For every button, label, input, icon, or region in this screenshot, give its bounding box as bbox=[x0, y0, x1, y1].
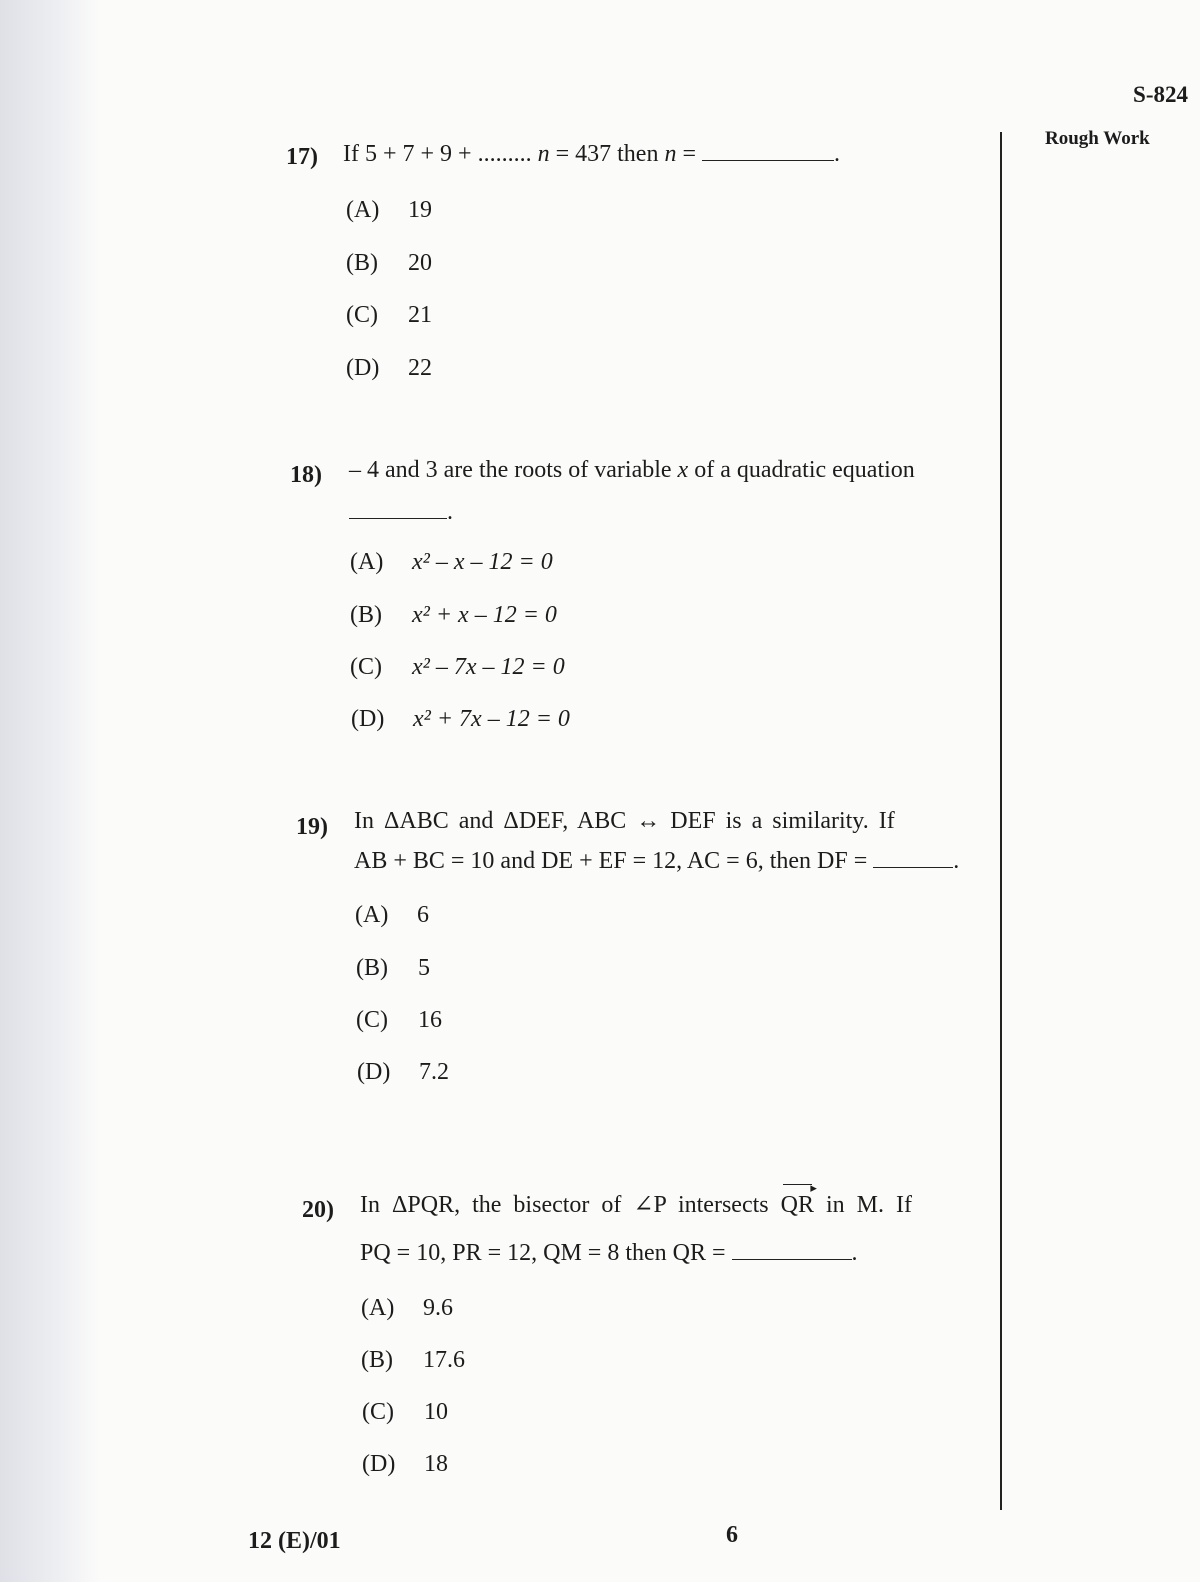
answer-blank bbox=[349, 498, 447, 519]
option-c: (C) 16 bbox=[356, 1007, 442, 1033]
footer-paper-code: 12 (E)/01 bbox=[248, 1528, 341, 1554]
rough-work-divider bbox=[1000, 132, 1002, 1510]
option-d: (D) 22 bbox=[346, 355, 432, 381]
option-d: (D) x² + 7x – 12 = 0 bbox=[351, 706, 570, 732]
answer-blank-line: . bbox=[349, 497, 453, 527]
question-text: In ΔPQR, the bisector of ∠P intersects QR ▸ in M. If bbox=[360, 1190, 912, 1220]
option-c: (C) x² – 7x – 12 = 0 bbox=[350, 654, 565, 680]
option-b: (B) 17.6 bbox=[361, 1347, 465, 1373]
option-a: (A) x² – x – 12 = 0 bbox=[350, 549, 553, 575]
answer-blank bbox=[702, 140, 834, 161]
option-b: (B) x² + x – 12 = 0 bbox=[350, 602, 557, 628]
question-text: If 5 + 7 + 9 + ......... n = 437 then n = . bbox=[343, 141, 840, 167]
question-number: 18) bbox=[290, 462, 322, 488]
ray-qr: QR ▸ bbox=[781, 1190, 814, 1220]
option-a: (A) 6 bbox=[355, 902, 429, 928]
option-d: (D) 18 bbox=[362, 1451, 448, 1477]
scan-edge-shadow bbox=[0, 0, 100, 1582]
answer-blank bbox=[873, 847, 953, 868]
question-number: 17) bbox=[286, 144, 318, 170]
option-a: (A) 19 bbox=[346, 197, 432, 223]
option-b: (B) 5 bbox=[356, 955, 430, 981]
page-number: 6 bbox=[726, 1522, 738, 1548]
question-number: 19) bbox=[296, 814, 328, 840]
option-b: (B) 20 bbox=[346, 250, 432, 276]
option-c: (C) 21 bbox=[346, 302, 432, 328]
question-text-line2: AB + BC = 10 and DE + EF = 12, AC = 6, then DF = . bbox=[354, 848, 960, 874]
option-c: (C) 10 bbox=[362, 1399, 448, 1425]
paper-code: S-824 bbox=[1133, 82, 1188, 107]
question-text-line2: PQ = 10, PR = 12, QM = 8 then QR = . bbox=[360, 1240, 858, 1266]
rough-work-label: Rough Work bbox=[1045, 128, 1150, 149]
question-text: In ΔABC and ΔDEF, ABC ↔ DEF is a similarity. If bbox=[354, 808, 895, 834]
option-d: (D) 7.2 bbox=[357, 1059, 449, 1085]
option-a: (A) 9.6 bbox=[361, 1295, 453, 1321]
question-number: 20) bbox=[302, 1197, 334, 1223]
answer-blank bbox=[732, 1239, 852, 1260]
question-text: – 4 and 3 are the roots of variable x of a quadratic equation bbox=[349, 457, 915, 483]
